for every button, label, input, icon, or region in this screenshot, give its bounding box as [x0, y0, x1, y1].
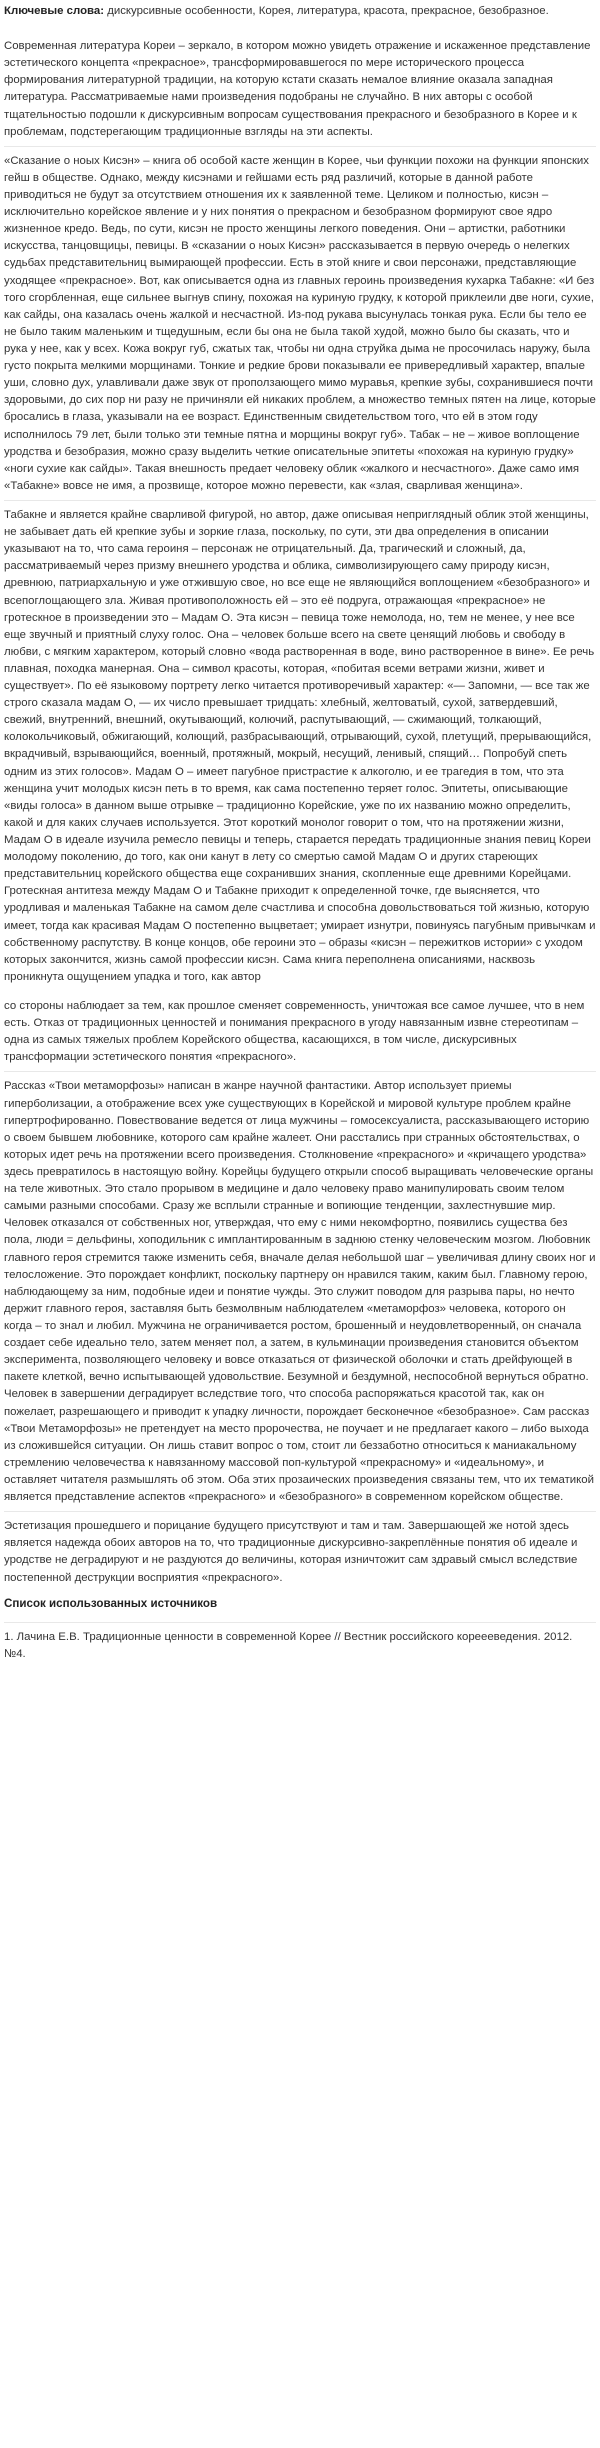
keywords-label: Ключевые слова:: [4, 5, 105, 17]
references-list: [4, 1629, 596, 1663]
paragraph-intro: Современная литература Кореи – зеркало, в котором можно увидеть отражение и искаженное представление эстетического концепта «прекрасное», трансформировавшегося по мере исторического процесса формирования литературной традиции, на которую кстати сказать немалое влияние оказала западная литература. Рассматриваемые нами произведения подобраны не случайно. В них авторы с особой тщательностью подошли к дискурсивным вопросам существования прекрасного и безобразного в Корее и к проблемам, подстерегающим традиционные взгляды на эти аспекты.: [4, 40, 591, 138]
divider: [4, 1622, 596, 1623]
keywords-text: дискурсивные особенности, Корея, литература, красота, прекрасное, безобразное.: [104, 5, 549, 17]
paragraph-conclusion: Эстетизация прошедшего и порицание будущего присутствуют и там и там. Завершающей же нотой здесь является надежда обоих авторов на то, что традиционные дискурсивно-закреплённые понятия об идеале и уродстве не деградируют и не раздуются до величины, которая изничтожит сам здравый смысл вследствие постепенной деструкции восприятия «прекрасного».: [4, 1520, 578, 1584]
keywords-line: [4, 3, 596, 20]
reference-item: 1. Лачина Е.В. Традиционные ценности в современной Корее // Вестник российского кореееведения. 2012. №4.: [4, 1631, 573, 1661]
divider: [4, 500, 596, 501]
divider: [4, 1511, 596, 1512]
paragraph-tabakne: Табакне и является крайне сварливой фигурой, но автор, даже описывая неприглядный облик этой женщины, не забывает дать ей крепкие зубы и зоркие глаза, поскольку, по сути, эти два определения в описании указывают на то, что сама героиня – персонаж не отрицательный. Да, трагический и сложный, да, рассматриваемый через призму внешнего уродства и облика, символизирующего саму природу кисэн, древнюю, патриархальную и уже отжившую свое, но все еще не являющийся воплощением «безобразного» и всепоглощающего зла. Живая противоположность ей – это её подруга, отражающая «прекрасное» не гротескное в произведении это – Мадам О. Эта кисэн – певица тоже немолода, но, тем не менее, у нее все еще звучный и приятный слуху голос. Она – человек больше всего на свете ценящий любовь и свободу в любви, с мягким характером, который словно «вода растворенная в воде, вино растворенное в вине». Ее речь плавная, походка манерная. Она – символ красоты, которая, «побитая всеми ветрами жизни, живет и существует». По её языковому портрету легко читается противоречивый характер: «— Запомни, — все так же строго сказала мадам О, — их число превышает тридцать: хлебный, желтоватый, сухой, затвердевший, свежий, внутренний, внешний, окутывающий, колючий, распутывающий, — сжимающий, толкающий, колокольчиковый, обжигающий, колющий, разбрасывающий, отрывающий, сухой, плетущий, прерывающийся, вкрадчивый, взрывающийся, военный, протяжный, мокрый, несущий, ленивый, спящий… Попробуй спеть одним из этих голосов». Мадам О – имеет пагубное пристрастие к алкоголю, и ее трагедия в том, что эта женщина учит молодых кисэн петь в то время, как сама постепенно теряет голос. Эпитеты, описывающие «виды голоса» в данном выше отрывке – традиционно Корейские, уже по их названию можно определить, какой и для каких случаев используется. Этот короткий монолог говорит о том, что на протяжении жизни, Мадам О в идеале изучила ремесло певицы и теперь, старается передать традиционные знания певиц Кореи молодому поколению, до того, как они канут в лету со смертью самой Мадам О и других стареющих представительниц корейского общества еще сохранивших знания, скопленные еще древними Корейцами. Гротескная антитеза между Мадам О и Табакне приходит к определенной точке, где выясняется, что уродливая и маленькая Табакне на самом деле счастлива и способна довольствоваться той жизнью, которую имеет, тогда как красивая Мадам О постепенно выцветает; умирает изнутри, повинуясь пагубным привычкам и собственному распутству. В конце концов, обе героини это – образы «кисэн – пережитков истории» с уходом которых закончится, жизнь самой профессии кисэн. Сама книга переполнена описаниями, насквозь проникнута ощущением упадка и того, как автор: [4, 508, 596, 983]
references-title: Список использованных источников: [4, 1596, 218, 1610]
paragraph-metamorphoses: Рассказ «Твои метаморфозы» написан в жанре научной фантастики. Автор использует приемы гиперболизации, а отображение всех уже существующих в Корейской и мировой культуре проблем крайне гипертрофированно. Повествование ведется от лица мужчины – гомосексуалиста, рассказывающего историю о своем бывшем любовнике, которого сам крайне жалеет. Они расстались при странных обстоятельствах, о которых идет речь на протяжении всего произведения. Столкновение «прекрасного» и «кричащего уродства» здесь превратилось в настоящую войну. Корейцы будущего открыли способ выращивать человеческие органы на теле животных. Это стало прорывом в медицине и дало человеку право манипулировать своим телом самыми разными способами. Сразу же всплыли странные и вопиющие тенденции, захлестнувшие мир. Человек отказался от собственных ног, утверждая, что ему с ними некомфортно, появились существа без пола, люди = дельфины, хоподильник с имплантированным в заднюю стенку человеческим мозгом. Любовник главного героя стремится также изменить себя, вначале делая небольшой шаг – увеличивая длину своих ног и телосложение. Это порождает конфликт, поскольку партнеру он нравился таким, каким был. Главному герою, наблюдающему за ним, подобные идеи и понятие чужды. Это служит поводом для разрыва пары, но нечто держит главного героя, заставляя быть безмолвным наблюдателем «метаморфоз» человека, которого он когда – то знал и любил. Мужчина не ограничивается ростом, брошенный и неудовлетворенный, он сначала создает себе идеально тело, затем меняет пол, а затем, в кульминации произведения становится объектом эксперимента, позволяющего человеку и вовсе отказаться от физической оболочки и стать дрейфующей в пакете клеткой, вечно испытывающей удовольствие. Безумной и бездумной, неспособной вернуться обратно. Человек в завершении деградирует вследствие того, что способа распоряжаться красотой так, как он пожелает, разрешающего и приводит к упадку личности, порождает бесконечное «безобразное». Сам рассказ «Твои Метаморфозы» не претендует на место пророчества, не поучает и не предлагает какого – либо выхода из сложившейся ситуации. Он лишь ставит вопрос о том, стоит ли беззаботно относиться к маниакальному стремлению человечества к навязанному массовой поп-культурой «прекрасному» и «идеальному», и оставляет читателя размышлять об этом. Оба этих прозаических произведения связаны тем, что их тематикой является представление аспектов «прекрасного» и «безобразного» в современном корейском обществе.: [4, 1080, 596, 1504]
divider: [4, 146, 596, 147]
paragraph-kisaeng: «Сказание о ноых Кисэн» – книга об особой касте женщин в Корее, чьи функции похожи на функции японских гейш в обществе. Однако, между кисэнами и гейшами есть ряд различий, которые в данной работе приводиться не будут за отсутствием отношения их к заявленной теме. Целиком и полностью, кисэн – исключительно корейское явление и у них понятия о прекрасном и безобразном формируют свое ядро жизненное кредо. Ведь, по сути, кисэн не просто женщины легкого поведения. Они – артистки, работники искусства, танцовщицы, певицы. В «сказании о ноых Кисэн» рассказывается в первую очередь о нелегких судьбах представительниц вымирающей профессии. Есть в этой книге и свои персонажи, представляющие уходящее «прекрасное». Вот, как описывается одна из главных героинь произведения кухарка Табакне: «И без того сгорбленная, еще сильнее выгнув спину, похожая на куриную грудку, к которой приклеили две ноги, сухие, как сайды, она казалась очень жалкой и несчастной. Из-под рукава высунулась тонкая рука. Если бы тело ее не было таким маленьким и тщедушным, если бы она не была такой худой, можно было бы сказать, что и рука у нее, как у всех. Кожа вокруг губ, сжатых так, чтобы ни одна струйка дыма не просочилась наружу, была густо покрыта мелкими морщинами. Тонкие и редкие брови показывали ее привередливый характер, впалые уши, словно дух, улавливали даже звук от проползающего мимо муравья, крепкие зубы, сохранившиеся почти здоровыми, до сих пор ни разу не причиняли ей никаких проблем, а множество темных пятен на лице, которые бросались в глаза, указывали на ее возраст. Единственным свидетельством того, что ей в этом году исполнилось 79 лет, были только эти темные пятна и морщины вокруг губ». Табак – не – живое воплощение уродства и безобразия, можно сразу выделить четкие описательные эпитеты «похожая на куриную грудку» «ноги сухие как сайды». Такая внешность предает человеку облик «жалкого и несчастного». Даже само имя «Табакне» вовсе не имя, а прозвище, которое можно перевести, как «злая, сварливая женщина».: [4, 154, 596, 492]
divider: [4, 1071, 596, 1072]
paragraph-continuation: со стороны наблюдает за тем, как прошлое сменяет современность, уничтожая все самое лучшее, что в нем есть. Отказ от традиционных ценностей и понимания прекрасного в угоду навязанным извне стереотипам – одна из самых тяжелых проблем Корейского общества, касающихся, в том числе, дискурсивных трансформации эстетического понятия «прекрасного».: [4, 1000, 585, 1064]
